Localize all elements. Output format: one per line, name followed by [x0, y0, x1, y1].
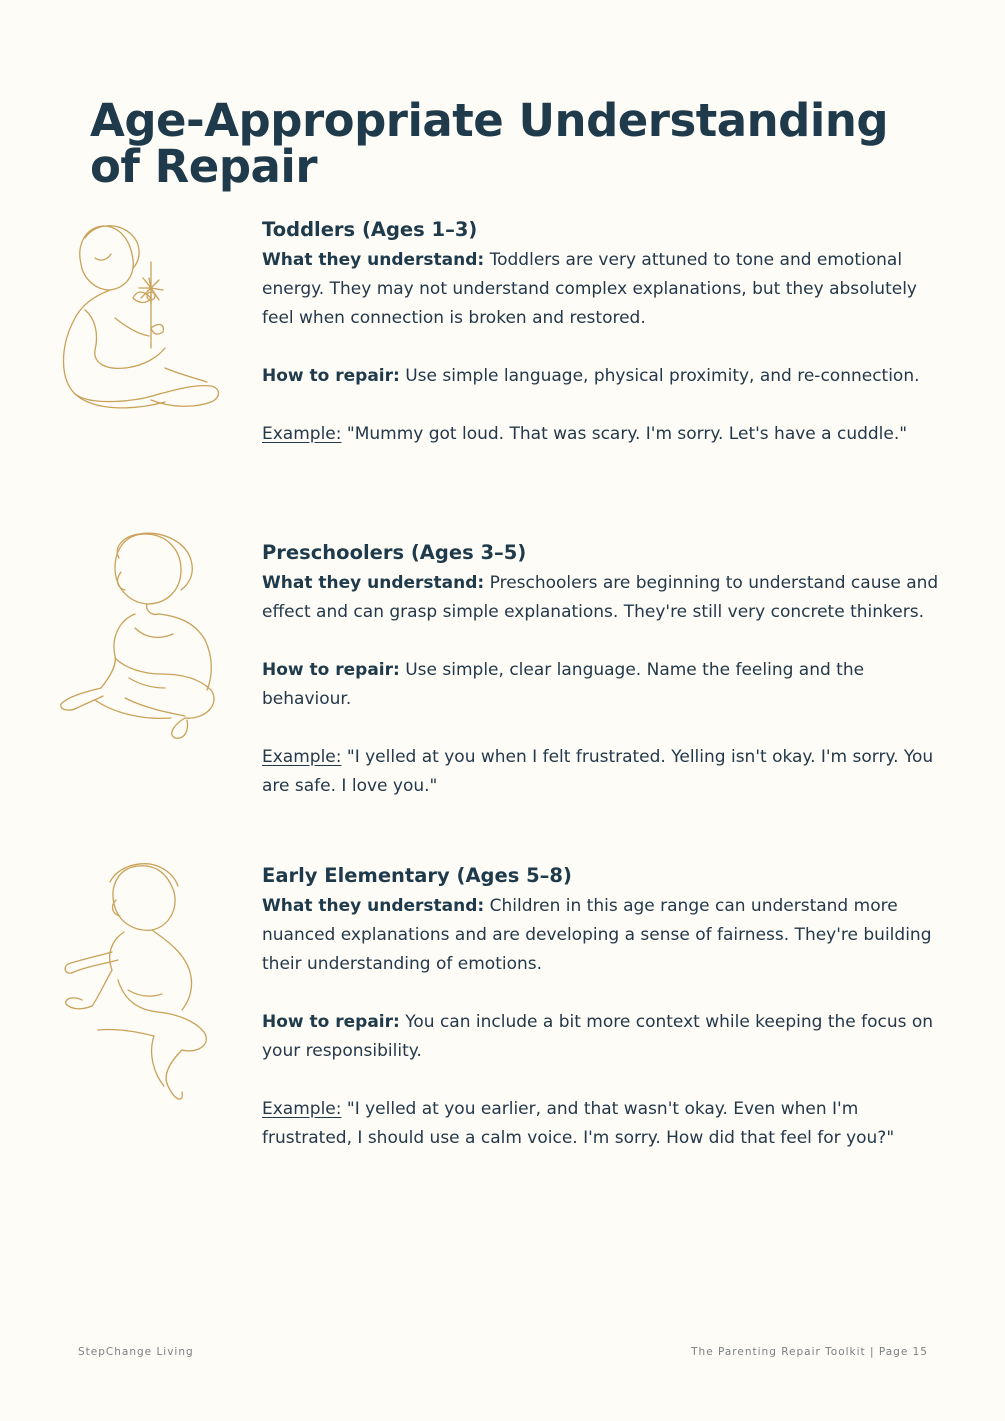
repair-label: How to repair:: [262, 1012, 400, 1032]
example-label: Example:: [262, 747, 342, 767]
section-preschoolers: [262, 541, 942, 801]
example-text: "I yelled at you earlier, and that wasn't okay. Even when I'm frustrated, I should use a calm voice. I'm sorry. How did that feel for you?": [262, 1099, 895, 1148]
section-heading: Toddlers (Ages 1–3): [262, 218, 478, 241]
example-text: "Mummy got loud. That was scary. I'm sorry. Let's have a cuddle.": [341, 424, 908, 444]
footer-page-info: The Parenting Repair Toolkit | Page 15: [691, 1346, 928, 1358]
example-label: Example:: [262, 1099, 342, 1119]
example-paragraph: [262, 420, 942, 449]
understand-paragraph: [262, 246, 942, 333]
understand-text: Toddlers are very attuned to tone and emotional energy. They may not understand complex explanations, but they absolutely feel when connection is broken and restored.: [262, 250, 917, 328]
repair-paragraph: [262, 656, 942, 714]
repair-paragraph: [262, 362, 942, 391]
section-early-elementary: [262, 864, 942, 1153]
understand-paragraph: [262, 569, 942, 627]
section-toddlers: [262, 218, 942, 449]
example-text: "I yelled at you when I felt frustrated. Yelling isn't okay. I'm sorry. You are safe. I love you.": [262, 747, 934, 796]
understand-text: Children in this age range can understand more nuanced explanations and are developing a sense of fairness. They're building their understanding of emotions.: [262, 896, 932, 974]
understand-paragraph: [262, 892, 942, 979]
understand-label: What they understand:: [262, 573, 485, 593]
example-label: Example:: [262, 424, 342, 444]
understand-label: What they understand:: [262, 896, 485, 916]
preschooler-illustration-icon: [55, 528, 225, 743]
understand-text: Preschoolers are beginning to understand cause and effect and can grasp simple explanations. They're still very concrete thinkers.: [262, 573, 939, 622]
toddler-illustration-icon: [55, 218, 225, 413]
understand-label: What they understand:: [262, 250, 485, 270]
repair-paragraph: [262, 1008, 942, 1066]
page-title: Age-Appropriate Understanding of Repair: [90, 94, 889, 193]
section-heading: Preschoolers (Ages 3–5): [262, 541, 527, 564]
repair-text: Use simple language, physical proximity, and re-connection.: [399, 366, 920, 386]
footer-brand: StepChange Living: [78, 1346, 194, 1358]
example-paragraph: [262, 743, 942, 801]
elementary-child-illustration-icon: [58, 860, 223, 1105]
example-paragraph: [262, 1095, 942, 1153]
repair-label: How to repair:: [262, 660, 400, 680]
repair-label: How to repair:: [262, 366, 400, 386]
repair-text: You can include a bit more context while keeping the focus on your responsibility.: [262, 1012, 934, 1061]
section-heading: Early Elementary (Ages 5–8): [262, 864, 572, 887]
repair-text: Use simple, clear language. Name the feeling and the behaviour.: [262, 660, 865, 709]
